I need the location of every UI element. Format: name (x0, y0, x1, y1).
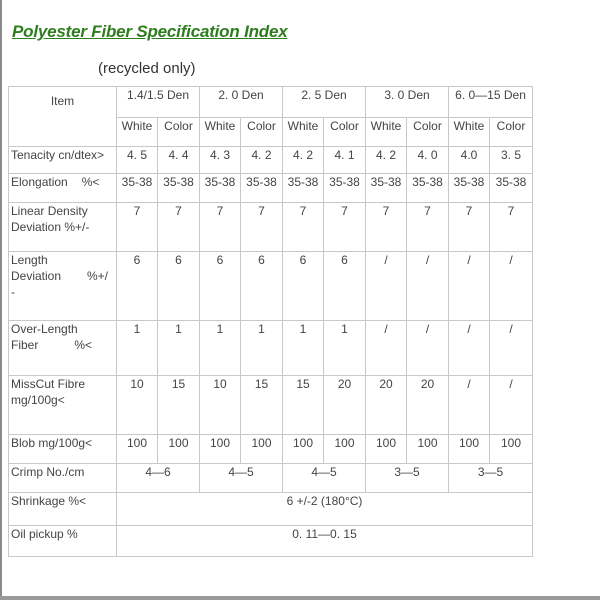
table-cell: 35-38 (490, 174, 533, 203)
color-header: Color (324, 118, 366, 147)
denier-header: 2. 0 Den (200, 87, 283, 118)
table-cell: 20 (366, 376, 407, 435)
row-label: Shrinkage %< (9, 493, 117, 526)
table-cell: / (490, 376, 533, 435)
table-cell: 1 (158, 321, 200, 376)
row-label: Crimp No./cm (9, 464, 117, 493)
table-cell: 6 (200, 252, 241, 321)
table-cell: 35-38 (283, 174, 324, 203)
denier-header: 6. 0—15 Den (449, 87, 533, 118)
table-cell: 4. 2 (366, 147, 407, 174)
table-cell: / (449, 321, 490, 376)
table-cell: 100 (407, 435, 449, 464)
table-cell: / (366, 252, 407, 321)
white-header: White (283, 118, 324, 147)
table-cell: 35-38 (200, 174, 241, 203)
table-cell: / (407, 321, 449, 376)
table-cell: 100 (490, 435, 533, 464)
row-label (9, 252, 117, 321)
table-cell: 35-38 (117, 174, 158, 203)
table-cell: 4. 0 (407, 147, 449, 174)
white-header: White (117, 118, 158, 147)
table-cell: 7 (117, 203, 158, 252)
table-row-elongation (9, 174, 533, 203)
row-label-unit: %+/ (86, 269, 108, 283)
table-cell: 35-38 (449, 174, 490, 203)
table-cell: 4. 4 (158, 147, 200, 174)
table-cell: 4. 3 (200, 147, 241, 174)
table-cell: 100 (283, 435, 324, 464)
table-cell: / (449, 376, 490, 435)
item-header: Item (9, 87, 117, 147)
table-row-blob (9, 435, 533, 464)
row-label-line: - (11, 285, 15, 299)
row-label-line: mg/100g< (11, 393, 65, 407)
row-label (9, 321, 117, 376)
row-label (9, 174, 117, 203)
table-cell: 35-38 (158, 174, 200, 203)
row-label-line: Length (11, 253, 48, 267)
denier-header: 3. 0 Den (366, 87, 449, 118)
row-label-text: Deviation (11, 269, 62, 283)
table-cell: 4—6 (117, 464, 200, 493)
table-cell: 6 (117, 252, 158, 321)
table-row-shrinkage (9, 493, 533, 526)
table-cell: 20 (324, 376, 366, 435)
table-row-crimp (9, 464, 533, 493)
table-cell: 7 (366, 203, 407, 252)
table-cell: 7 (283, 203, 324, 252)
table-cell: / (490, 321, 533, 376)
table-cell: 15 (283, 376, 324, 435)
table-cell: 6 (283, 252, 324, 321)
table-row-length-deviation (9, 252, 533, 321)
table-cell: 20 (407, 376, 449, 435)
table-cell: 7 (324, 203, 366, 252)
color-header: Color (241, 118, 283, 147)
row-label-line (11, 268, 114, 284)
color-header: Color (490, 118, 533, 147)
table-cell: 4. 5 (117, 147, 158, 174)
table-cell: 100 (158, 435, 200, 464)
row-label-unit: %< (81, 175, 100, 189)
white-header: White (366, 118, 407, 147)
table-cell: 7 (158, 203, 200, 252)
row-label (9, 203, 117, 252)
table-cell: 4. 2 (241, 147, 283, 174)
color-header: Color (407, 118, 449, 147)
table-cell: 6 (241, 252, 283, 321)
row-label-line: MissCut Fibre (11, 377, 86, 391)
row-label: Blob mg/100g< (9, 435, 117, 464)
table-cell: 7 (200, 203, 241, 252)
row-label: Tenacity cn/dtex> (9, 147, 117, 174)
table-row-tenacity (9, 147, 533, 174)
table-cell: 35-38 (241, 174, 283, 203)
table-row-linear-density (9, 203, 533, 252)
table-cell: 100 (117, 435, 158, 464)
table-cell: 1 (200, 321, 241, 376)
table-cell: 1 (283, 321, 324, 376)
table-cell: 1 (241, 321, 283, 376)
denier-header: 1.4/1.5 Den (117, 87, 200, 118)
table-row-oil-pickup (9, 526, 533, 557)
denier-header: 2. 5 Den (283, 87, 366, 118)
row-label-unit: %< (74, 338, 92, 352)
table-cell: 100 (324, 435, 366, 464)
table-cell: 100 (200, 435, 241, 464)
header-row-denier (9, 87, 533, 118)
table-cell: 1 (117, 321, 158, 376)
table-cell: 4.0 (449, 147, 490, 174)
table-cell: / (366, 321, 407, 376)
table-cell: 35-38 (366, 174, 407, 203)
table-cell: 10 (200, 376, 241, 435)
row-label-line (11, 337, 114, 353)
row-label-line: Linear Density (11, 204, 88, 218)
table-cell: / (490, 252, 533, 321)
table-cell: 4. 1 (324, 147, 366, 174)
table-cell: 0. 11—0. 15 (117, 526, 533, 557)
table-cell: 15 (158, 376, 200, 435)
spec-table (8, 86, 533, 557)
table-cell: / (407, 252, 449, 321)
table-cell: 100 (241, 435, 283, 464)
page-title: Polyester Fiber Specification Index (12, 22, 288, 41)
table-cell: 7 (490, 203, 533, 252)
row-label-line: Over-Length (11, 322, 78, 336)
table-cell: / (449, 252, 490, 321)
table-cell: 7 (449, 203, 490, 252)
table-cell: 6 (324, 252, 366, 321)
table-cell: 7 (241, 203, 283, 252)
table-cell: 4—5 (283, 464, 366, 493)
white-header: White (449, 118, 490, 147)
table-cell: 3. 5 (490, 147, 533, 174)
table-cell: 6 +/-2 (180°C) (117, 493, 533, 526)
row-label-text: Fiber (11, 338, 39, 352)
color-header: Color (158, 118, 200, 147)
table-cell: 4. 2 (283, 147, 324, 174)
table-cell: 6 (158, 252, 200, 321)
table-cell: 15 (241, 376, 283, 435)
table-cell: 100 (366, 435, 407, 464)
bottom-border (0, 596, 600, 600)
table-cell: 7 (407, 203, 449, 252)
table-cell: 3—5 (449, 464, 533, 493)
left-border (0, 0, 2, 600)
table-cell: 3—5 (366, 464, 449, 493)
table-cell: 35-38 (324, 174, 366, 203)
table-cell: 10 (117, 376, 158, 435)
table-row-miss-cut (9, 376, 533, 435)
page-subtitle: (recycled only) (98, 60, 196, 77)
row-label: Oil pickup % (9, 526, 117, 557)
table-cell: 1 (324, 321, 366, 376)
table-row-over-length (9, 321, 533, 376)
row-label (9, 376, 117, 435)
table-cell: 100 (449, 435, 490, 464)
table-cell: 35-38 (407, 174, 449, 203)
row-label-line: Deviation %+/- (11, 220, 90, 234)
white-header: White (200, 118, 241, 147)
table-cell: 4—5 (200, 464, 283, 493)
row-label-text: Elongation (11, 175, 68, 189)
